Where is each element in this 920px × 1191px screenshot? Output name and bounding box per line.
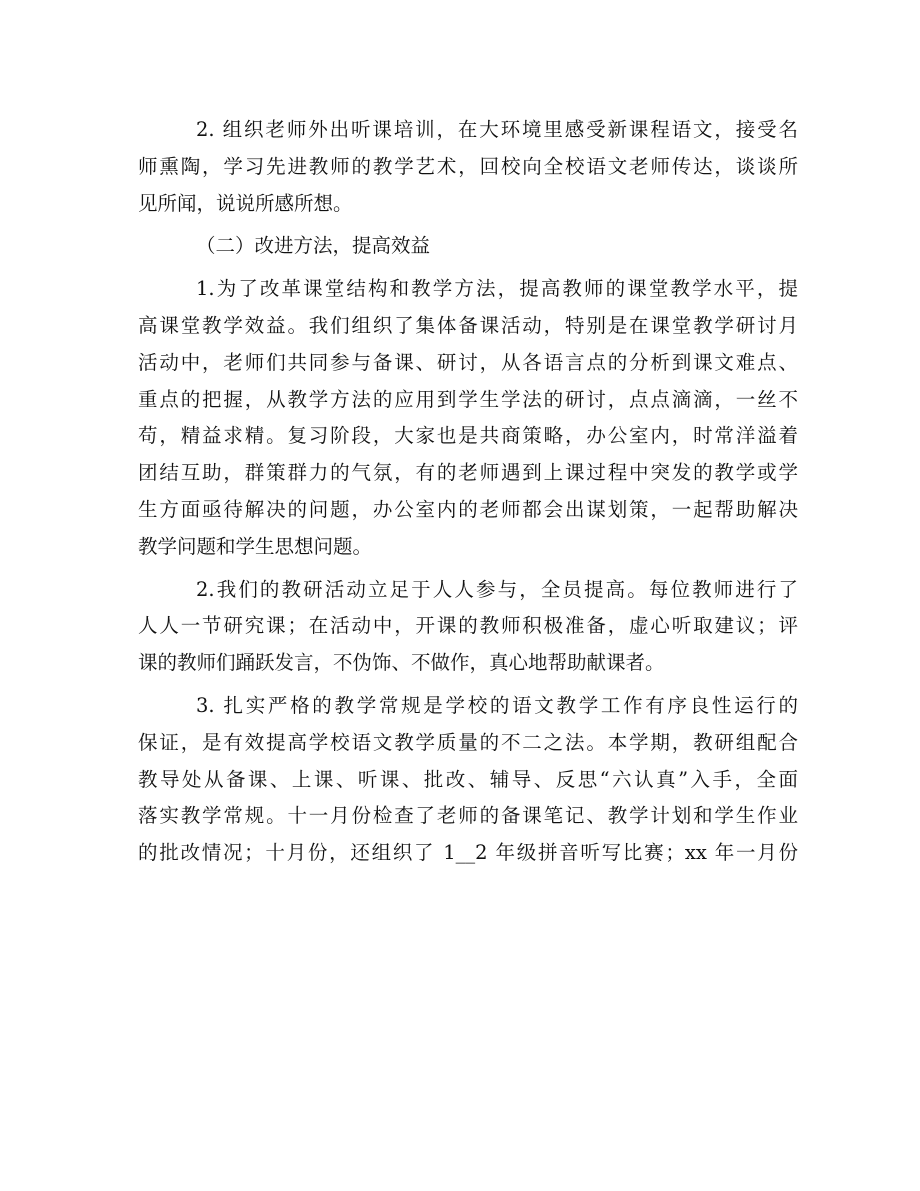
text-line: 高课堂教学效益。我们组织了集体备课活动，特别是在课堂教学研讨月 <box>138 313 798 337</box>
paragraph-3-routine <box>138 682 798 872</box>
text-line: 保证，是有效提高学校语文教学质量的不二之法。本学期，教研组配合 <box>138 730 798 754</box>
text-line: 生方面亟待解决的问题，办公室内的老师都会出谋划策，一起帮助解决 <box>138 497 798 521</box>
text-line: 2.我们的教研活动立足于人人参与，全员提高。每位教师进行了 <box>196 577 798 601</box>
text-line: 的批改情况；十月份，还组织了 1__2 年级拼音听写比赛；xx 年一月份 <box>138 841 798 865</box>
text-line: 课的教师们踊跃发言，不伪饰、不做作，真心地帮助献课者。 <box>138 651 665 675</box>
text-line: 见所闻，说说所感所想。 <box>138 191 353 215</box>
section-heading-text: （二）改进方法，提高效益 <box>196 234 431 258</box>
text-line: 3. 扎实严格的教学常规是学校的语文教学工作有序良性运行的 <box>196 693 798 717</box>
text-line: 落实教学常规。十一月份检查了老师的备课笔记、教学计划和学生作业 <box>138 804 798 828</box>
text-line: 2. 组织老师外出听课培训，在大环境里感受新课程语文，接受名 <box>196 118 798 141</box>
text-line: 活动中，老师们共同参与备课、研讨，从各语言点的分析到课文难点、 <box>138 350 798 374</box>
text-line: 1.为了改革课堂结构和教学方法，提高教师的课堂教学水平，提 <box>196 277 798 301</box>
text-line: 人人一节研究课；在活动中，开课的教师积极准备，虚心听取建议；评 <box>138 614 798 638</box>
document-body <box>138 112 798 872</box>
text-line: 教学问题和学生思想问题。 <box>138 534 373 558</box>
paragraph-2-training <box>138 112 798 222</box>
text-line: 团结互助，群策群力的气氛，有的老师遇到上课过程中突发的教学或学 <box>138 461 798 485</box>
text-line: 苟，精益求精。复习阶段，大家也是共商策略，办公室内，时常洋溢着 <box>138 424 798 448</box>
text-line: 重点的把握，从教学方法的应用到学生学法的研讨，点点滴滴，一丝不 <box>138 387 798 411</box>
text-line: 教导处从备课、上课、听课、批改、辅导、反思“六认真”入手，全面 <box>138 767 798 791</box>
text-line: 师熏陶，学习先进教师的教学艺术，回校向全校语文老师传达，谈谈所 <box>138 154 798 178</box>
section-heading <box>138 222 798 265</box>
paragraph-2-research <box>138 566 798 682</box>
paragraph-1-reform <box>138 265 798 565</box>
